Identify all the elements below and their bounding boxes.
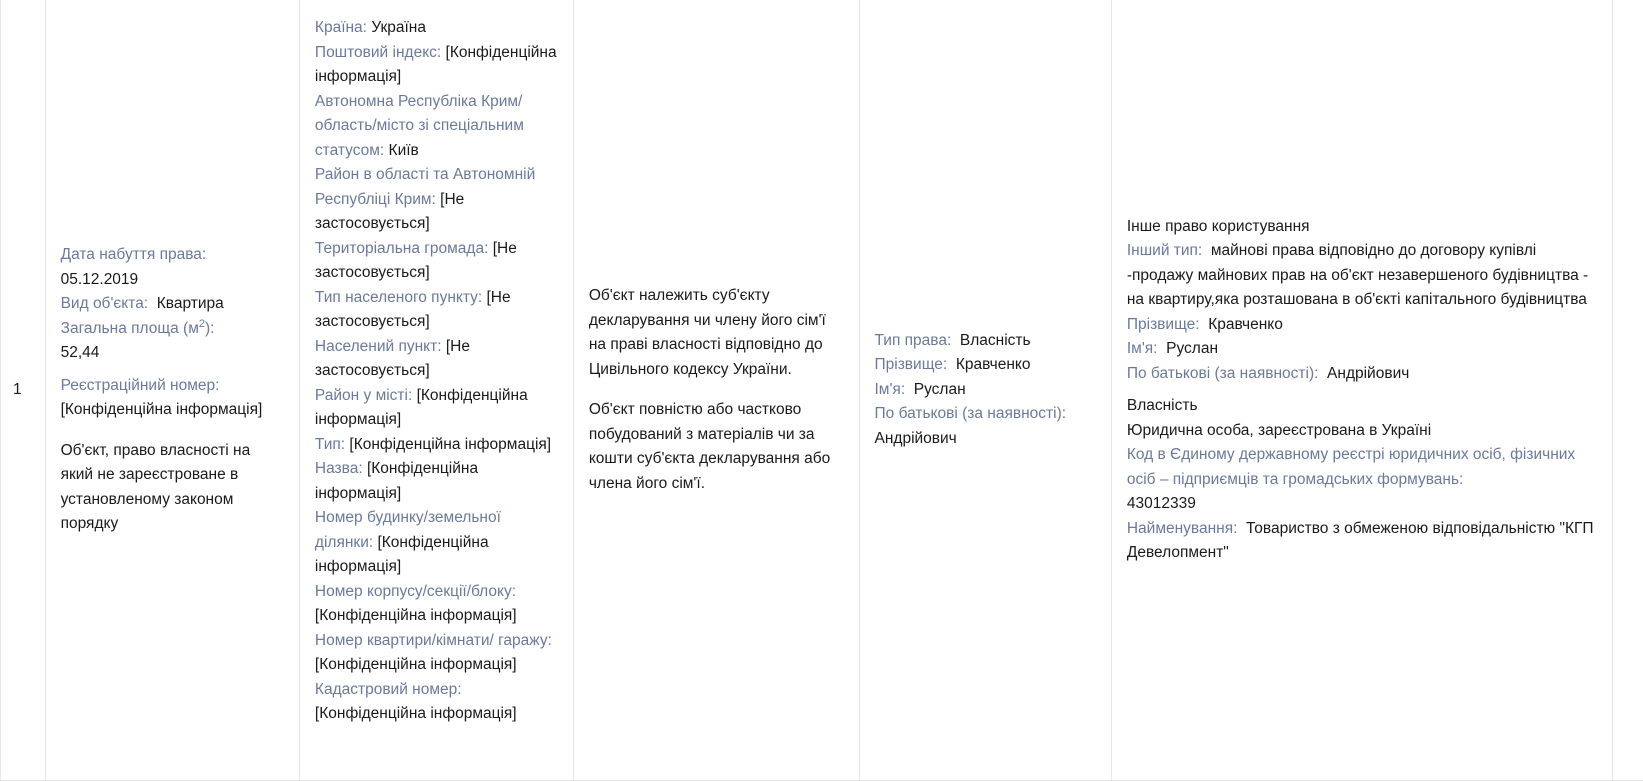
ownership-note-2: Об'єкт повністю або частково побудований з матеріалів чи за кошти суб'єкта декларування або члена його сім'ї. [588,401,831,492]
acquisition-date-label: Дата набуття права: [60,246,207,264]
row-index: 1 [13,380,22,398]
object-type-label: Вид об'єкта: [60,295,149,313]
owner-cell [860,0,1112,780]
registration-number [61,374,284,423]
unregistered-note: Об'єкт, право власності на який не зареєстроване в установленому законом порядку [60,441,251,533]
total-area-value: 52,44 [60,344,100,362]
right-type: Тип права: Власність [874,331,1031,349]
country: Країна: Україна [314,19,426,36]
other-type: Інший тип: майнові права відповідно до договору купівлі -продажу майнових прав на об'єкт незавершеного будівництва - на квартиру,яка розташована в об'єкті капітального будівництва [1126,242,1589,308]
postal-index: Поштовий індекс: [Конфіденційна інформація] [314,43,557,85]
other-surname: Прізвище: Кравченко [1126,315,1283,333]
other-ownership: Власність [1126,397,1198,414]
building-number: Номер будинку/земельної ділянки: [Конфіденційна інформація] [314,509,501,575]
registration-number-label: Реєстраційний номер: [60,376,220,394]
apartment-number: Номер квартири/кімнати/ гаражу: [Конфіденційна інформація] [314,631,552,673]
ownership-note-1: Об'єкт належить суб'єкту декларування чи члену його сім'ї на праві власності відповідно до Цивільного кодексу України. [588,287,826,378]
owner-name: Ім'я: Руслан [874,380,966,398]
community: Територіальна громада: [Не застосовується] [314,239,517,281]
edrpou-code: Код в Єдиному державному реєстрі юридичних осіб, фізичних осіб – підприємців та громадських формувань: 43012339 [1126,446,1576,512]
object-info-cell [46,0,300,780]
company-name: Найменування: Товариство з обмеженою відповідальністю "КГП Девелопмент" [1126,519,1594,561]
cadastral-number: Кадастровий номер: [Конфіденційна інформація] [314,680,517,722]
acquisition-date [61,243,284,292]
settlement-type: Тип населеного пункту: [Не застосовується] [314,288,511,330]
total-area [61,317,284,366]
other-patronymic: По батькові (за наявності): Андрійович [1126,364,1410,382]
district: Район в області та Автономній Республіці Крим: [Не застосовується] [314,166,536,232]
empty-cell [1613,0,1643,780]
ownership-notes-cell [574,0,860,780]
street-name: Назва: [Конфіденційна інформація] [314,460,479,502]
other-right-title: Інше право користування [1126,217,1310,235]
owner-patronymic: По батькові (за наявності): Андрійович [874,405,1067,447]
object-type-value: Квартира [156,295,224,313]
street-type: Тип: [Конфіденційна інформація] [314,435,552,453]
region: Автономна Республіка Крим/ область/місто зі спеціальним статусом: Київ [314,92,524,159]
total-area-label: Загальна площа $(м^2)$: [60,317,215,337]
owner-surname: Прізвище: Кравченко [874,356,1031,374]
block-number: Номер корпусу/секції/блоку: [Конфіденційна інформація] [314,582,517,624]
row-index-cell [0,0,46,780]
entity-type: Юридична особа, зареєстрована в Україні [1126,421,1432,439]
acquisition-date-value: 05.12.2019 [60,270,139,288]
registration-number-value: [Конфіденційна інформація] [60,401,263,419]
other-name: Ім'я: Руслан [1126,340,1218,357]
object-type [61,292,284,317]
address-cell [300,0,574,780]
city-district: Район у місті: [Конфіденційна інформація] [314,386,528,428]
settlement: Населений пункт: [Не застосовується] [314,337,470,379]
other-right-cell [1112,0,1613,780]
